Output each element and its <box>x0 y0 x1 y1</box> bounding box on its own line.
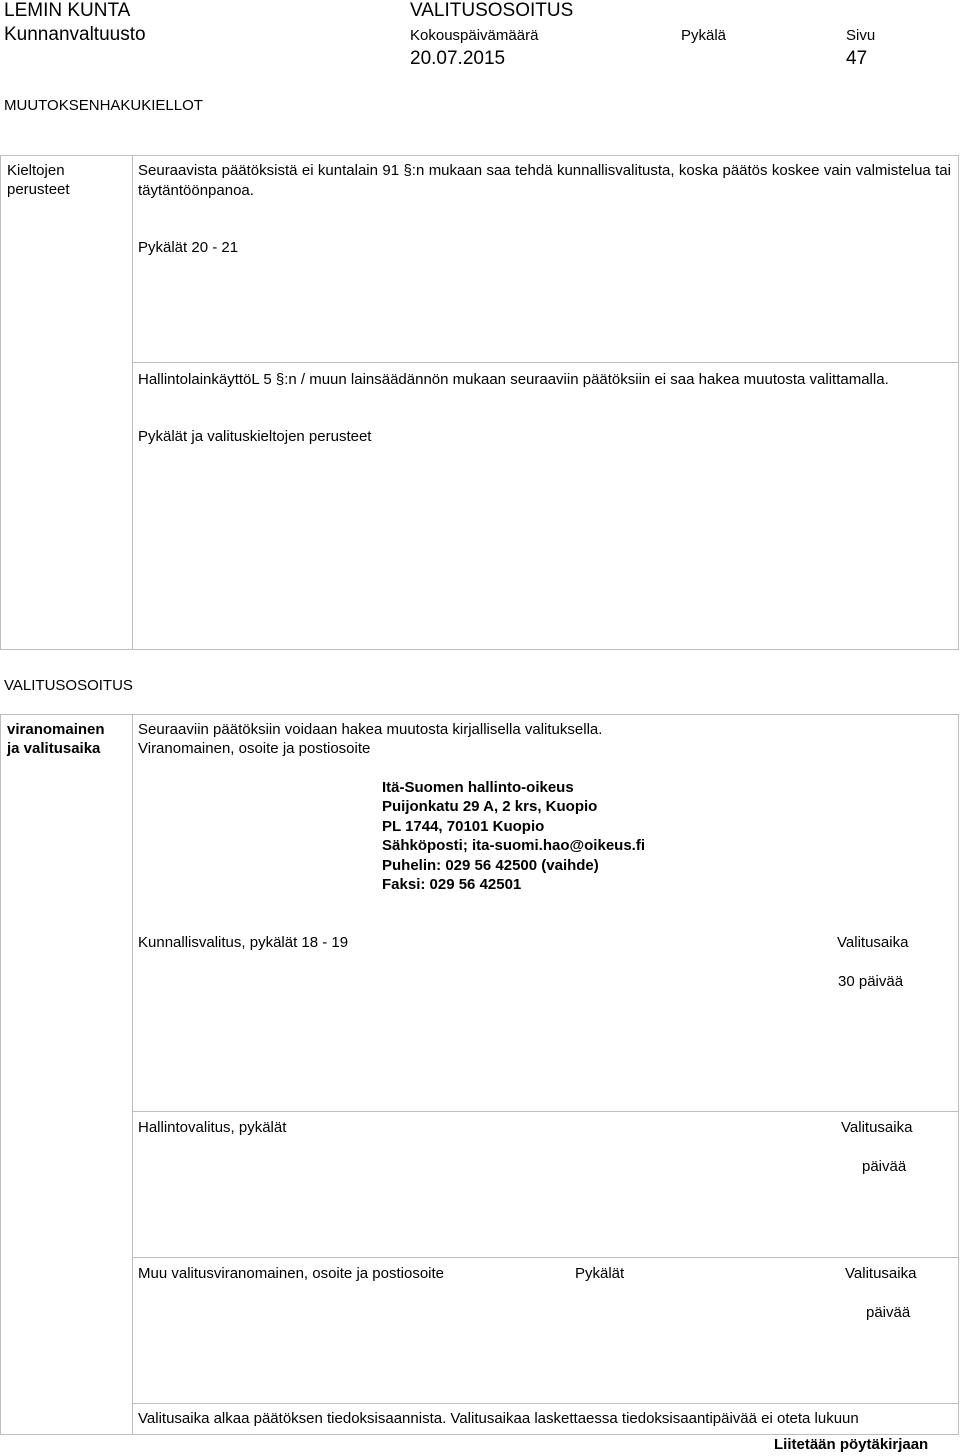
section-label: Pykälä <box>681 27 727 44</box>
restrictions-table <box>0 155 959 650</box>
appeal-row-divider-2 <box>132 1257 959 1258</box>
restrictions-sections-1: Pykälät 20 - 21 <box>138 239 239 256</box>
authority-postbox: PL 1744, 70101 Kuopio <box>382 818 545 835</box>
authority-street: Puijonkatu 29 A, 2 krs, Kuopio <box>382 798 598 815</box>
admin-appeal-time-value: päivää <box>862 1158 907 1175</box>
page-label: Sivu <box>846 27 876 44</box>
appeal-footer-note: Valitusaika alkaa päätöksen tiedoksisaannista. Valitusaikaa laskettaessa tiedoksisaantipäivää ei oteta lukuun <box>138 1410 859 1427</box>
authority-email: Sähköposti; ita-suomi.hao@oikeus.fi <box>382 837 645 854</box>
restrictions-label-line1: Kieltojen <box>7 162 65 179</box>
appeal-intro: Seuraaviin päätöksiin voidaan hakea muutosta kirjallisella valituksella. <box>138 721 603 738</box>
attach-to-minutes: Liitetään pöytäkirjaan <box>774 1436 929 1453</box>
restrictions-heading: MUUTOKSENHAKUKIELLOT <box>4 97 203 114</box>
appeal-heading: VALITUSOSOITUS <box>4 677 133 694</box>
document-title: VALITUSOSOITUS <box>410 0 574 21</box>
restrictions-paragraph-2: HallintolainkäyttöL 5 §:n / muun lainsäädännön mukaan seuraaviin päätöksiin ei saa hakea muutosta valittamalla. <box>138 371 889 388</box>
municipal-appeal-time-label: Valitusaika <box>837 934 909 951</box>
authority-label: Viranomainen, osoite ja postiosoite <box>138 740 371 757</box>
municipal-appeal-time-value: 30 päivää <box>838 973 904 990</box>
authority-fax: Faksi: 029 56 42501 <box>382 876 522 893</box>
restrictions-sections-2: Pykälät ja valituskieltojen perusteet <box>138 428 372 445</box>
page-number: 47 <box>846 48 868 69</box>
date-value: 20.07.2015 <box>410 48 506 69</box>
appeal-divider <box>132 714 133 1435</box>
municipal-appeal-label: Kunnallisvalitus, pykälät 18 - 19 <box>138 934 349 951</box>
admin-appeal-label: Hallintovalitus, pykälät <box>138 1119 287 1136</box>
appeal-label-line1: viranomainen <box>7 721 105 738</box>
restrictions-paragraph-1: Seuraavista päätöksistä ei kuntalain 91 §:n mukaan saa tehdä kunnallisvalitusta, koska päätös koskee vain valmistelua tai täytäntöönpanoa. <box>138 162 951 199</box>
restrictions-label-line2: perusteet <box>7 181 70 198</box>
other-time-label: Valitusaika <box>845 1265 917 1282</box>
appeal-label-line2: ja valitusaika <box>7 740 101 757</box>
restrictions-row-divider <box>132 362 959 363</box>
other-time-value: päivää <box>866 1304 911 1321</box>
organization-name: LEMIN KUNTA <box>4 0 131 21</box>
restrictions-divider <box>132 155 133 650</box>
authority-phone: Puhelin: 029 56 42500 (vaihde) <box>382 857 599 874</box>
other-sections-label: Pykälät <box>575 1265 625 1282</box>
authority-name: Itä-Suomen hallinto-oikeus <box>382 779 574 796</box>
appeal-row-divider-1 <box>132 1111 959 1112</box>
date-label: Kokouspäivämäärä <box>410 27 539 44</box>
body-name: Kunnanvaltuusto <box>4 24 146 45</box>
other-authority-label: Muu valitusviranomainen, osoite ja postiosoite <box>138 1265 444 1282</box>
appeal-row-divider-3 <box>132 1403 959 1404</box>
admin-appeal-time-label: Valitusaika <box>841 1119 913 1136</box>
